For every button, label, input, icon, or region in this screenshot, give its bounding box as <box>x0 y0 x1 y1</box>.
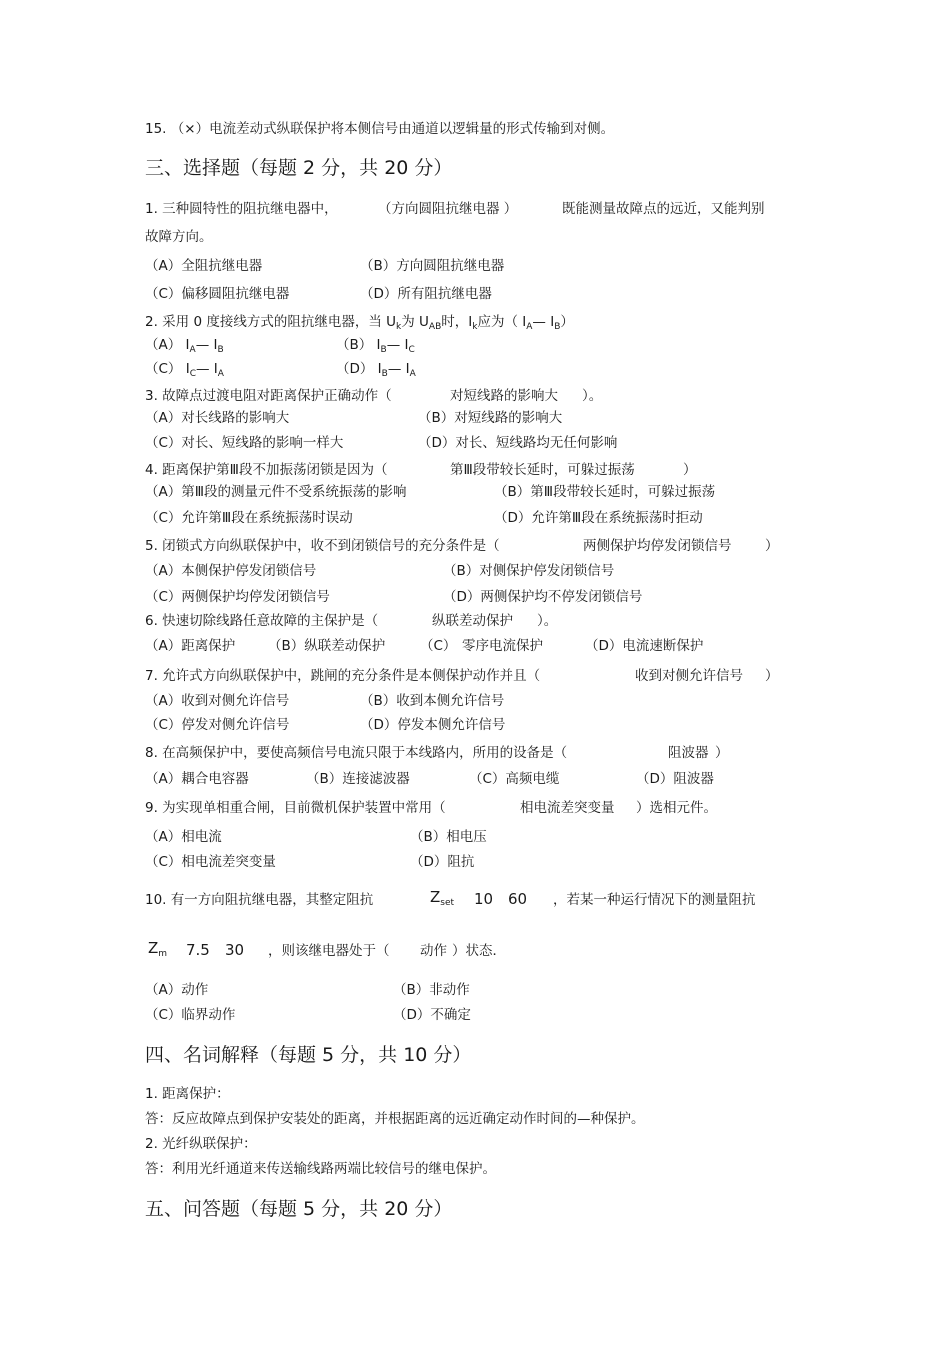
section-5-heading: 五、问答题（每题 5 分，共 20 分） <box>145 1198 453 1220</box>
q8-option-c: （C）高频电缆 <box>469 771 560 787</box>
q9-stem: 9. 为实现单相重合闸，目前微机保护装置中常用（ <box>145 800 446 816</box>
q10-option-a: （A）动作 <box>145 982 209 998</box>
q8-option-d: （D）阻波器 <box>636 771 714 787</box>
q10-stem-tail2: ，则该继电器处于（ <box>268 943 390 959</box>
q6-option-d: （D）电流速断保护 <box>585 638 704 654</box>
question-15: 15. （×）电流差动式纵联保护将本侧信号由通道以逻辑量的形式传输到对侧。 <box>145 121 615 137</box>
q4-option-c: （C）允许第Ⅲ段在系统振荡时误动 <box>145 510 353 526</box>
q10-stem-tail: ，若某一种运行情况下的测量阻抗 <box>553 892 756 908</box>
term-2-answer: 答：利用光纤通道来传送输线路两端比较信号的继电保护。 <box>145 1161 496 1177</box>
q6-answer: 纵联差动保护 <box>432 613 513 629</box>
q7-stem: 7. 允许式方向纵联保护中，跳闸的充分条件是本侧保护动作并且（ <box>145 668 541 684</box>
q5-answer: 两侧保护均停发闭锁信号 <box>583 538 732 554</box>
q9-option-c: （C）相电流差突变量 <box>145 854 276 870</box>
q3-answer: 对短线路的影响大 <box>450 388 558 404</box>
q6-option-a: （A）距离保护 <box>145 638 236 654</box>
q3-option-c: （C）对长、短线路的影响一样大 <box>145 435 344 451</box>
q9-option-b: （B）相电压 <box>410 829 487 845</box>
q4-close: ） <box>683 462 697 478</box>
q2-option-d: （D） $I_B—$ $I_A$ <box>336 361 416 379</box>
q2-option-b: （B） $I_B—$ $I_C$ <box>336 337 415 355</box>
q8-close: ） <box>715 745 729 761</box>
q7-option-b: （B）收到本侧允许信号 <box>360 693 505 709</box>
q2-option-c: （C） $I_C—$ $I_A$ <box>145 361 224 379</box>
q4-option-a: （A）第Ⅲ段的测量元件不受系统振荡的影响 <box>145 484 407 500</box>
q10-answer: 动作 <box>420 943 447 959</box>
q7-option-a: （A）收到对侧允许信号 <box>145 693 290 709</box>
q2-option-a: （A） $I_A—$ $I_B$ <box>145 337 224 355</box>
q8-option-b: （B）连接滤波器 <box>306 771 410 787</box>
q10-option-d: （D）不确定 <box>393 1007 471 1023</box>
q1-stem: 1. 三种圆特性的阻抗继电器中， <box>145 201 338 217</box>
q8-answer: 阻波器 <box>668 745 709 761</box>
q7-option-d: （D）停发本侧允许信号 <box>360 717 506 733</box>
q1-option-c: （C）偏移圆阻抗继电器 <box>145 286 290 302</box>
term-1-answer: 答：反应故障点到保护安装处的距离，并根据距离的远近确定动作时间的—种保护。 <box>145 1111 645 1127</box>
q5-stem: 5. 闭锁式方向纵联保护中，收不到闭锁信号的充分条件是（ <box>145 538 500 554</box>
q3-option-d: （D）对长、短线路均无任何影响 <box>418 435 618 451</box>
q10-zset-angle: 60 <box>508 890 528 908</box>
q4-option-d: （D）允许第Ⅲ段在系统振荡时拒动 <box>494 510 703 526</box>
q7-option-c: （C）停发对侧允许信号 <box>145 717 290 733</box>
q10-zm-angle: 30 <box>225 941 245 959</box>
q1-stem-line2: 故障方向。 <box>145 229 213 245</box>
q1-option-b: （B）方向圆阻抗继电器 <box>360 258 505 274</box>
q9-option-d: （D）阻抗 <box>410 854 475 870</box>
q5-option-b: （B）对侧保护停发闭锁信号 <box>443 563 615 579</box>
q9-close: ）选相元件。 <box>636 800 717 816</box>
term-1-question: 1. 距离保护： <box>145 1086 230 1102</box>
q1-answer: （方向圆阻抗继电器 ） <box>378 201 518 217</box>
q6-stem: 6. 快速切除线路任意故障的主保护是（ <box>145 613 379 629</box>
term-2-question: 2. 光纤纵联保护： <box>145 1136 257 1152</box>
q10-zm-magnitude: 7.5 <box>186 941 210 959</box>
q3-stem: 3. 故障点过渡电阻对距离保护正确动作（ <box>145 388 392 404</box>
q9-option-a: （A）相电流 <box>145 829 222 845</box>
q7-answer: 收到对侧允许信号 <box>635 668 743 684</box>
q5-option-c: （C）两侧保护均停发闭锁信号 <box>145 589 330 605</box>
q2-stem: 2. 采用 0 度接线方式的阻抗继电器，当 $U_k$为 $U_{AB}$时，$I_k$应为（ $I_A—$ $I_B$） <box>145 314 574 332</box>
q8-stem: 8. 在高频保护中，要使高频信号电流只限于本线路内，所用的设备是（ <box>145 745 568 761</box>
q5-close: ） <box>765 538 779 554</box>
q6-option-c: （C） <box>420 638 457 654</box>
q4-stem: 4. 距离保护第Ⅲ段不加振荡闭锁是因为（ <box>145 462 388 478</box>
q10-option-b: （B）非动作 <box>393 982 470 998</box>
q10-zset-symbol: $Z_{set}$ <box>430 888 455 908</box>
q5-option-a: （A）本侧保护停发闭锁信号 <box>145 563 317 579</box>
q6-close: ）。 <box>537 613 558 629</box>
q10-stem: 10. 有一方向阻抗继电器，其整定阻抗 <box>145 892 374 908</box>
q5-option-d: （D）两侧保护均不停发闭锁信号 <box>443 589 643 605</box>
q10-option-c: （C）临界动作 <box>145 1007 236 1023</box>
q3-option-b: （B）对短线路的影响大 <box>418 410 563 426</box>
q10-zm-symbol: $Z_m$ <box>148 939 168 959</box>
q6-option-b: （B）纵联差动保护 <box>268 638 386 654</box>
q4-answer: 第Ⅲ段带较长延时，可躲过振荡 <box>450 462 635 478</box>
q10-close: ）状态． <box>452 943 506 959</box>
q1-option-d: （D）所有阻抗继电器 <box>360 286 492 302</box>
q3-option-a: （A）对长线路的影响大 <box>145 410 290 426</box>
q6-option-c-text: 零序电流保护 <box>462 638 543 654</box>
q4-option-b: （B）第Ⅲ段带较长延时，可躲过振荡 <box>494 484 716 500</box>
q8-option-a: （A）耦合电容器 <box>145 771 249 787</box>
section-4-heading: 四、名词解释（每题 5 分，共 10 分） <box>145 1044 472 1066</box>
q3-close: ）。 <box>582 388 603 404</box>
q9-answer: 相电流差突变量 <box>520 800 615 816</box>
q7-close: ） <box>765 668 779 684</box>
section-3-heading: 三、选择题（每题 2 分，共 20 分） <box>145 157 453 179</box>
q10-zset-magnitude: 10 <box>474 890 494 908</box>
q1-option-a: （A）全阻抗继电器 <box>145 258 263 274</box>
q1-stem-tail: 既能测量故障点的远近，又能判别 <box>562 201 765 217</box>
